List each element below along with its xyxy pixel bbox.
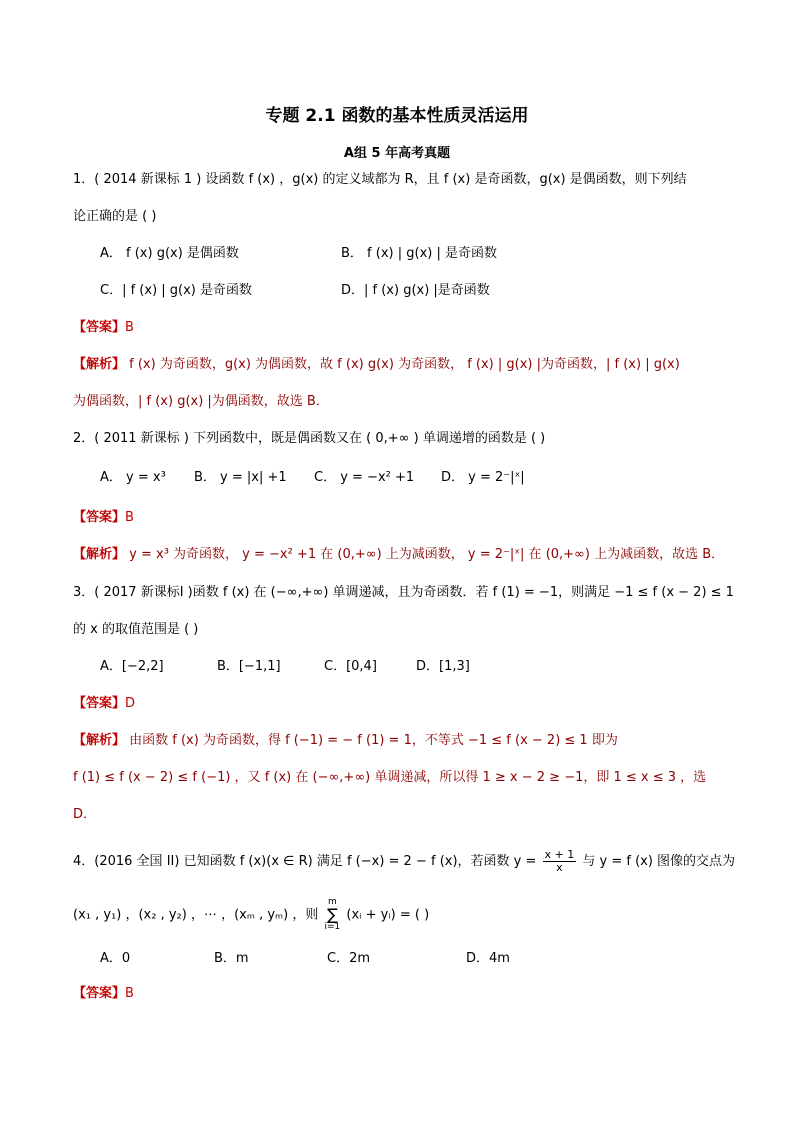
q3-analysis-line2: f (1) ≤ f (x − 2) ≤ f (−1) ，又 f (x) 在 (−∞,+∞) 单调递减，所以得 1 ≥ x − 2 ≥ −1，即 1 ≤ x ≤ 3 ，选 bbox=[73, 770, 707, 785]
q1-option-d: D．| f (x) g(x) |是奇函数 bbox=[341, 283, 490, 298]
q1-stem-line2: 论正确的是 ( ) bbox=[73, 209, 157, 224]
q3-option-c: C．[0,4] bbox=[324, 659, 377, 674]
q1-stem-line1: 1．( 2014 新课标 1 ) 设函数 f (x) ，g(x) 的定义域都为 R，且 f (x) 是奇函数，g(x) 是偶函数，则下列结 bbox=[73, 172, 687, 187]
summation bbox=[325, 898, 341, 932]
q2-answer bbox=[73, 509, 134, 527]
q4-stem-line2 bbox=[73, 898, 429, 932]
q4-stem-pre: 4．(2016 全国 II) 已知函数 f (x)(x ∈ R) 满足 f (−x) = 2 − f (x)，若函数 y = bbox=[73, 854, 537, 869]
answer-label: 【答案】 bbox=[73, 510, 126, 525]
analysis-text: f (x) 为奇函数，g(x) 为偶函数，故 f (x) g(x) 为奇函数， f (x) | g(x) |为奇函数，| f (x) | g(x) bbox=[125, 357, 680, 372]
answer-value: B bbox=[125, 320, 134, 335]
q1-analysis-line1 bbox=[73, 356, 680, 374]
q4-option-b: B．m bbox=[214, 951, 249, 966]
q3-option-b: B．[−1,1] bbox=[217, 659, 281, 674]
q2-stem-line1: 2．( 2011 新课标 ) 下列函数中，既是偶函数又在 ( 0,+∞ ) 单调递增的函数是 ( ) bbox=[73, 431, 546, 446]
q2-option-b: B． y = |x| +1 bbox=[194, 470, 287, 485]
q1-option-c: C．| f (x) | g(x) 是奇函数 bbox=[100, 283, 253, 298]
q4-answer bbox=[73, 985, 134, 1003]
answer-label: 【答案】 bbox=[73, 986, 126, 1001]
fraction-denominator: x bbox=[556, 861, 563, 874]
q4-points: (x₁ , y₁) ，(x₂ , y₂) ，⋯ ，(xₘ , yₘ) ，则 bbox=[73, 907, 319, 923]
q2-analysis-line1 bbox=[73, 546, 724, 564]
answer-label: 【答案】 bbox=[73, 696, 126, 711]
q2-option-a: A． y = x³ bbox=[100, 470, 166, 485]
analysis-label: 【解析】 bbox=[73, 733, 126, 748]
q4-option-a: A．0 bbox=[100, 951, 131, 966]
answer-value: B bbox=[125, 510, 134, 525]
analysis-text: y = x³ 为奇函数， y = −x² +1 在 (0,+∞) 上为减函数， y = 2⁻|ˣ| 在 (0,+∞) 上为减函数，故选 B． bbox=[125, 547, 725, 562]
q3-answer bbox=[73, 695, 135, 713]
sum-upper: m bbox=[328, 897, 337, 907]
q4-stem-line1 bbox=[73, 849, 735, 874]
q2-option-c: C． y = −x² +1 bbox=[314, 470, 415, 485]
q1-option-b: B． f (x) | g(x) | 是奇函数 bbox=[341, 246, 497, 261]
fraction bbox=[543, 849, 577, 874]
q3-analysis-line3: D． bbox=[73, 807, 97, 822]
q3-stem-line1: 3．( 2017 新课标Ⅰ )函数 f (x) 在 (−∞,+∞) 单调递减，且为奇函数．若 f (1) = −1，则满足 −1 ≤ f (x − 2) ≤ 1 bbox=[73, 585, 734, 600]
sum-lower: i=1 bbox=[324, 922, 341, 932]
q3-option-d: D．[1,3] bbox=[416, 659, 470, 674]
q3-stem-line2: 的 x 的取值范围是 ( ) bbox=[73, 622, 199, 637]
section-subtitle: A组 5 年高考真题 bbox=[343, 146, 451, 161]
analysis-label: 【解析】 bbox=[73, 357, 126, 372]
analysis-label: 【解析】 bbox=[73, 547, 126, 562]
q4-stem-post: 与 y = f (x) 图像的交点为 bbox=[582, 854, 736, 869]
q4-sum-expression: (xᵢ + yᵢ) = ( ) bbox=[346, 907, 430, 923]
q1-option-a: A． f (x) g(x) 是偶函数 bbox=[100, 246, 239, 261]
answer-value: D bbox=[125, 696, 136, 711]
q2-option-d: D． y = 2⁻|ˣ| bbox=[441, 470, 525, 485]
answer-label: 【答案】 bbox=[73, 320, 126, 335]
analysis-text: 由函数 f (x) 为奇函数，得 f (−1) = − f (1) = 1，不等式 −1 ≤ f (x − 2) ≤ 1 即为 bbox=[125, 733, 618, 748]
answer-value: B bbox=[125, 986, 134, 1001]
q4-option-d: D．4m bbox=[466, 951, 510, 966]
q3-analysis-line1 bbox=[73, 732, 618, 750]
q3-option-a: A．[−2,2] bbox=[100, 659, 164, 674]
page-title: 专题 2.1 函数的基本性质灵活运用 bbox=[265, 106, 529, 126]
q1-analysis-line2: 为偶函数，| f (x) g(x) |为偶函数，故选 B． bbox=[73, 394, 329, 409]
sum-symbol: ∑ bbox=[327, 905, 338, 924]
fraction-numerator: x + 1 bbox=[544, 848, 575, 861]
q4-option-c: C．2m bbox=[327, 951, 371, 966]
q1-answer bbox=[73, 319, 134, 337]
